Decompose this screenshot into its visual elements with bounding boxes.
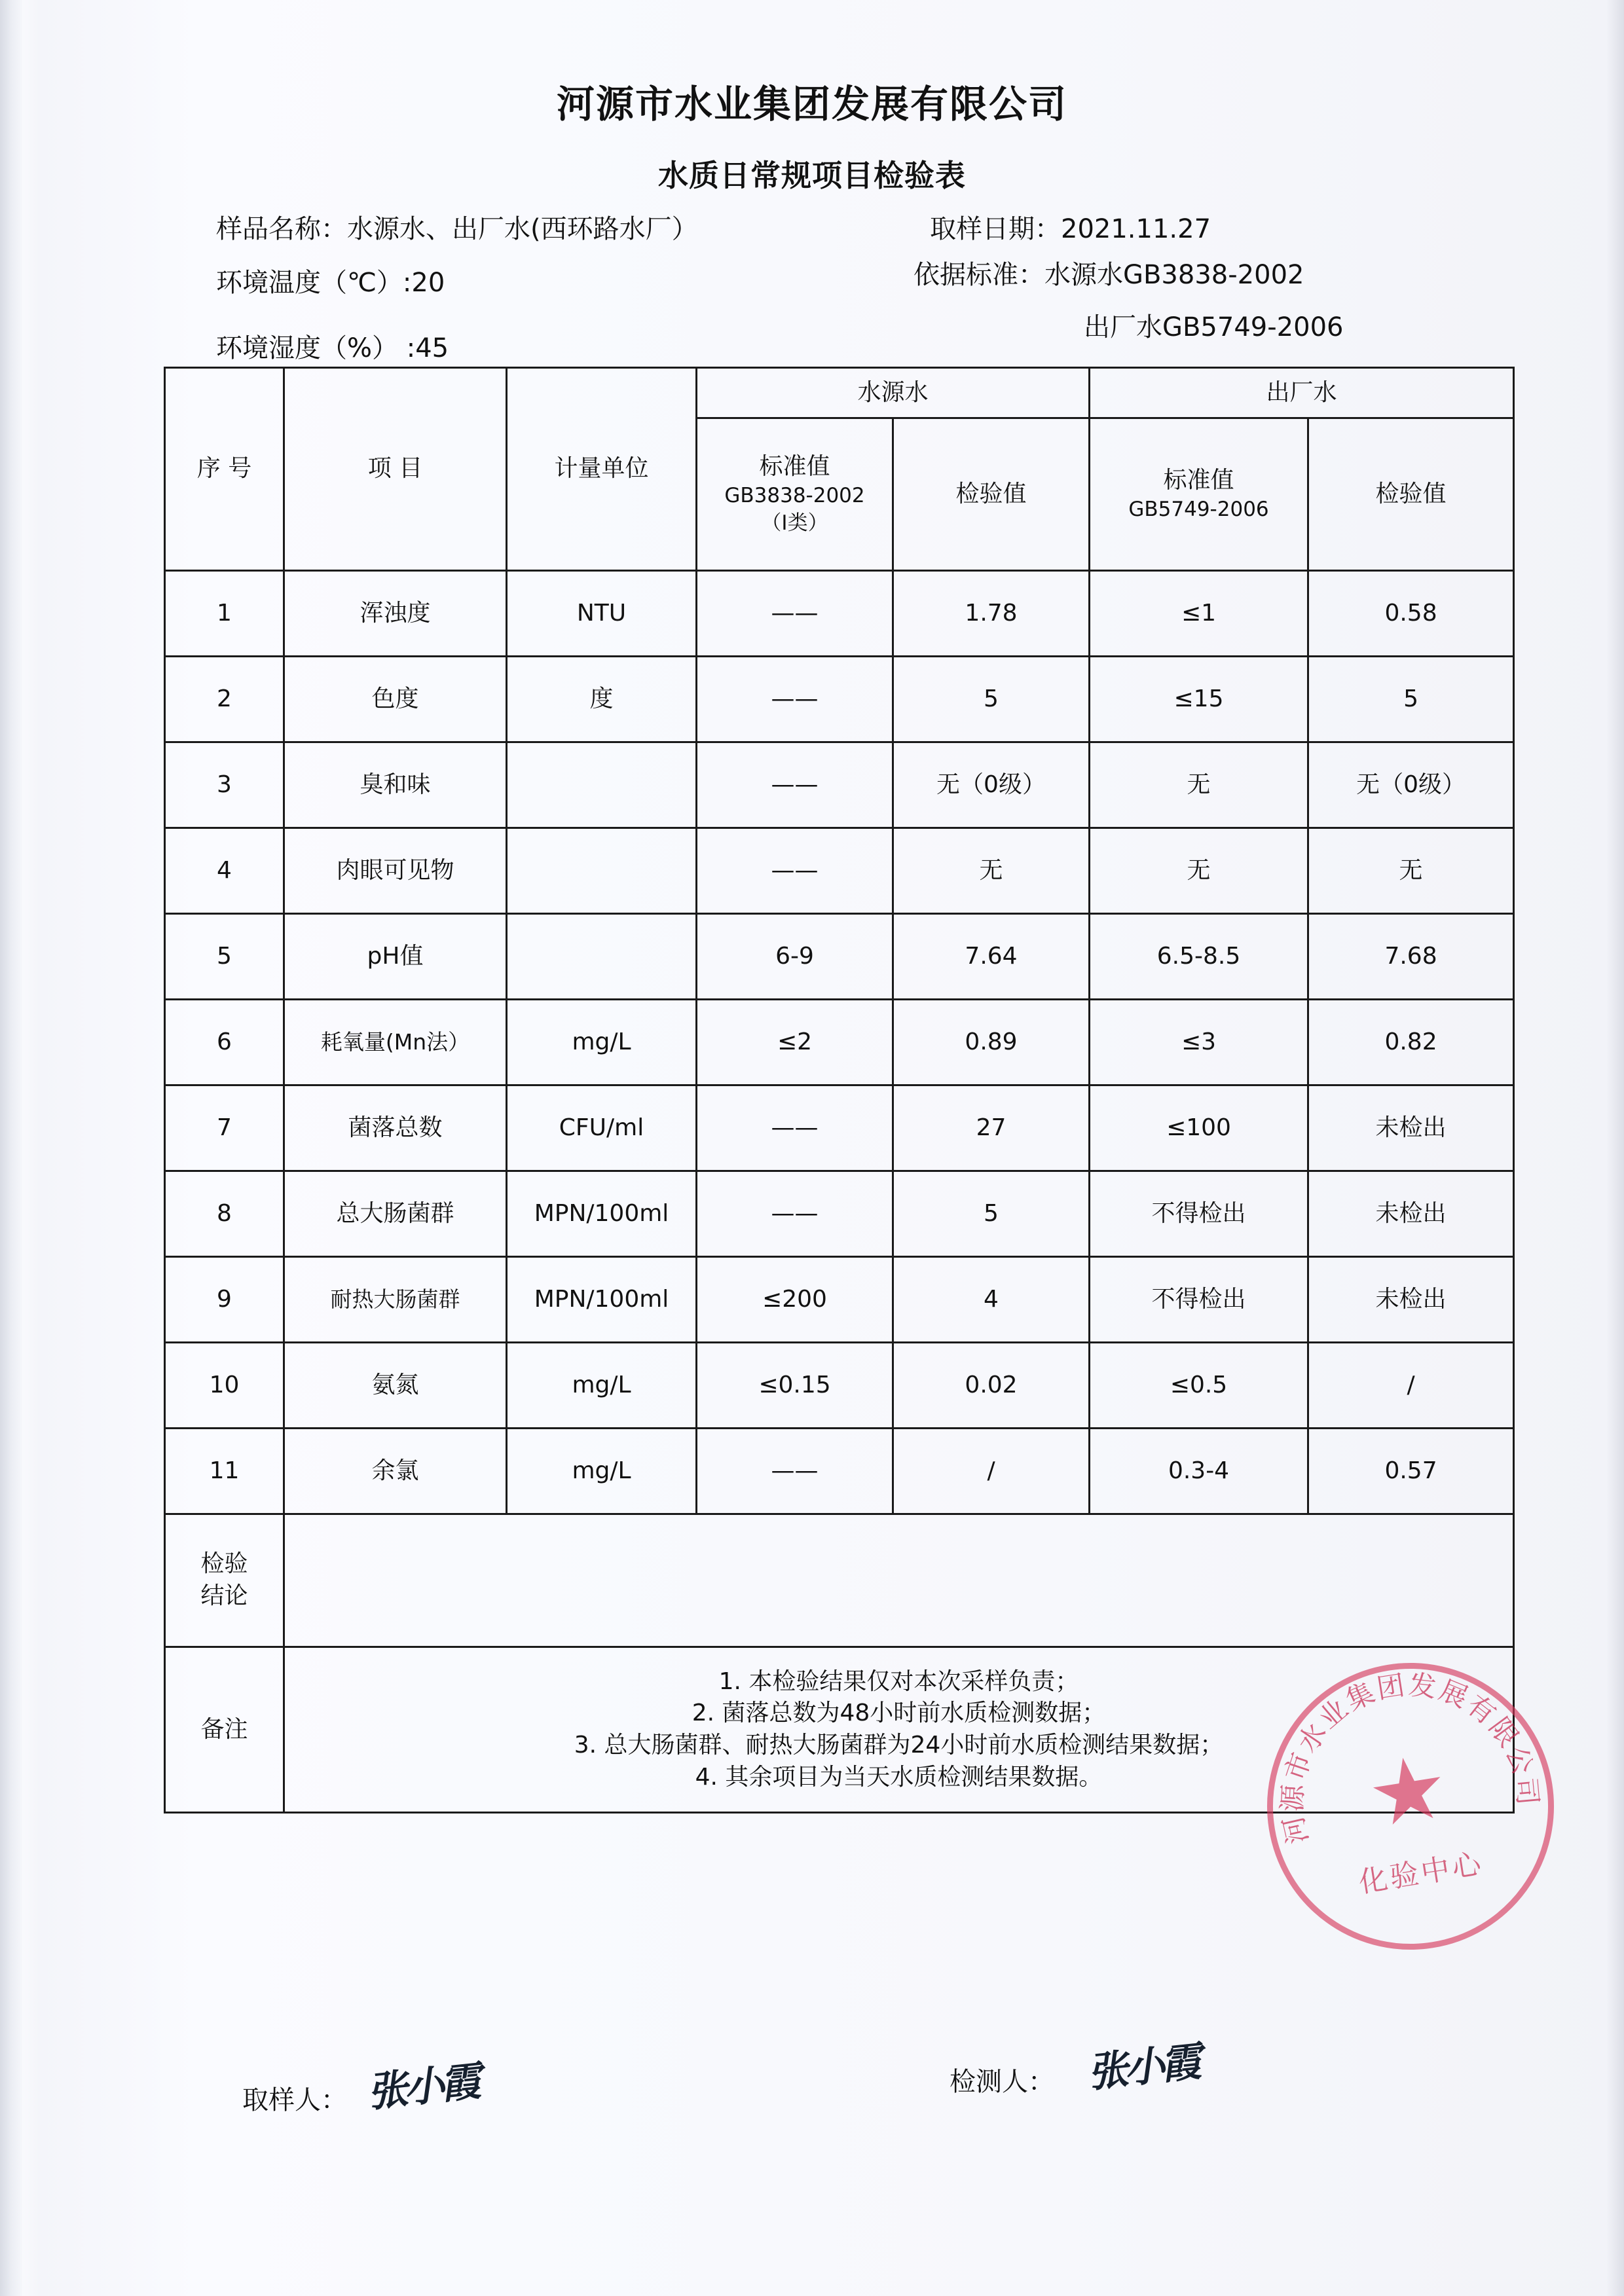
table-group-header-row: [165, 368, 1514, 418]
conclusion-row: [165, 1514, 1514, 1647]
sample-date: 取样日期：2021.11.27: [930, 214, 1211, 244]
table-row: [165, 657, 1514, 742]
cell-no: 8: [165, 1171, 284, 1257]
cell-std-finished: 无: [1090, 742, 1308, 828]
table-row: [165, 1429, 1514, 1514]
seal-company-text: 河源市水业集团发展有限公司: [1276, 1668, 1545, 1848]
cell-no: 11: [165, 1429, 284, 1514]
cell-item: 耐热大肠菌群: [284, 1257, 507, 1343]
cell-value-finished: 0.57: [1308, 1429, 1514, 1514]
cell-unit: mg/L: [507, 1000, 697, 1085]
cell-item: 菌落总数: [284, 1085, 507, 1171]
cell-value-finished: 无（0级）: [1308, 742, 1514, 828]
cell-unit: mg/L: [507, 1429, 697, 1514]
remark-line-3: 3. 总大肠菌群、耐热大肠菌群为24小时前水质检测结果数据；: [574, 1732, 1224, 1758]
group-header-finished-water: 出厂水: [1090, 368, 1514, 418]
environment-humidity: 环境湿度（%） :45: [216, 333, 449, 363]
cell-item: 肉眼可见物: [284, 828, 507, 914]
conclusion-label: [165, 1514, 284, 1647]
cell-unit: [507, 742, 697, 828]
inspection-table-wrapper: [164, 367, 1513, 1813]
sampler-label: 取样人：: [242, 2085, 347, 2115]
cell-value-finished: 无: [1308, 828, 1514, 914]
cell-std-source: ——: [697, 1429, 893, 1514]
remark-line-2: 2. 菌落总数为48小时前水质检测数据；: [692, 1700, 1106, 1727]
cell-value-finished: 未检出: [1308, 1257, 1514, 1343]
table-row: [165, 571, 1514, 657]
cell-value-finished: 0.82: [1308, 1000, 1514, 1085]
std-source-line1: 标准值: [759, 452, 830, 480]
column-header-std-source: [697, 418, 893, 571]
cell-no: 2: [165, 657, 284, 742]
cell-unit: CFU/ml: [507, 1085, 697, 1171]
table-row: [165, 1000, 1514, 1085]
table-row: [165, 1257, 1514, 1343]
table-row: [165, 1343, 1514, 1429]
remark-line-1: 1. 本检验结果仅对本次采样负责；: [718, 1667, 1079, 1695]
cell-value-source: 5: [893, 1171, 1090, 1257]
cell-std-finished: 不得检出: [1090, 1171, 1308, 1257]
cell-no: 3: [165, 742, 284, 828]
sampler-signature: [365, 2054, 479, 2116]
cell-std-source: ≤200: [697, 1257, 893, 1343]
cell-value-finished: 未检出: [1308, 1171, 1514, 1257]
cell-std-source: ≤0.15: [697, 1343, 893, 1429]
cell-value-source: 无（0级）: [893, 742, 1090, 828]
cell-item: 色度: [284, 657, 507, 742]
cell-item: 总大肠菌群: [284, 1171, 507, 1257]
cell-no: 10: [165, 1343, 284, 1429]
std-finished-line2: GB5749-2006: [1128, 498, 1269, 522]
seal-center-text: 化验中心: [1356, 1847, 1486, 1900]
cell-value-source: /: [893, 1429, 1090, 1514]
cell-std-finished: ≤1: [1090, 571, 1308, 657]
cell-std-source: ——: [697, 1171, 893, 1257]
cell-value-finished: /: [1308, 1343, 1514, 1429]
cell-std-source: ——: [697, 571, 893, 657]
cell-unit: 度: [507, 657, 697, 742]
cell-unit: MPN/100ml: [507, 1171, 697, 1257]
column-header-item: 项 目: [284, 368, 507, 571]
sampler-signature-text: 张小霞: [365, 2060, 479, 2116]
cell-unit: NTU: [507, 571, 697, 657]
remark-line-4: 4. 其余项目为当天水质检测结果数据。: [695, 1763, 1103, 1791]
cell-no: 1: [165, 571, 284, 657]
cell-value-source: 5: [893, 657, 1090, 742]
cell-unit: [507, 914, 697, 1000]
cell-no: 6: [165, 1000, 284, 1085]
cell-value-finished: 未检出: [1308, 1085, 1514, 1171]
cell-unit: MPN/100ml: [507, 1257, 697, 1343]
cell-std-source: ≤2: [697, 1000, 893, 1085]
conclusion-value: [284, 1514, 1514, 1647]
cell-unit: [507, 828, 697, 914]
tester-label: 检测人：: [950, 2067, 1054, 2097]
table-row: [165, 1171, 1514, 1257]
cell-unit: mg/L: [507, 1343, 697, 1429]
sample-name: 样品名称：水源水、出厂水(西环路水厂）: [216, 214, 698, 244]
standard-reference-finished: 出厂水GB5749-2006: [1084, 312, 1344, 342]
column-header-unit: 计量单位: [507, 368, 697, 571]
cell-std-finished: 不得检出: [1090, 1257, 1308, 1343]
tester-signature-text: 张小霞: [1085, 2040, 1200, 2096]
document-title: 水质日常规项目检验表: [658, 158, 966, 193]
group-header-source-water: 水源水: [697, 368, 1090, 418]
column-header-no: 序 号: [165, 368, 284, 571]
table-row: [165, 828, 1514, 914]
cell-std-finished: 0.3-4: [1090, 1429, 1308, 1514]
cell-value-source: 0.02: [893, 1343, 1090, 1429]
std-finished-line1: 标准值: [1163, 466, 1234, 494]
cell-no: 5: [165, 914, 284, 1000]
cell-value-source: 0.89: [893, 1000, 1090, 1085]
cell-std-source: ——: [697, 1085, 893, 1171]
cell-value-finished: 0.58: [1308, 571, 1514, 657]
cell-value-source: 1.78: [893, 571, 1090, 657]
table-row: [165, 914, 1514, 1000]
remark-row: [165, 1647, 1514, 1813]
conclusion-label-line2: 结论: [200, 1582, 248, 1609]
cell-std-finished: 6.5-8.5: [1090, 914, 1308, 1000]
cell-std-source: ——: [697, 742, 893, 828]
cell-item: 余氯: [284, 1429, 507, 1514]
tester-signature: [1085, 2035, 1200, 2096]
std-source-line3: （Ⅰ类）: [761, 511, 828, 536]
cell-value-source: 27: [893, 1085, 1090, 1171]
column-header-value-source: 检验值: [893, 418, 1090, 571]
cell-std-finished: ≤100: [1090, 1085, 1308, 1171]
table-row: [165, 1085, 1514, 1171]
cell-no: 7: [165, 1085, 284, 1171]
standard-reference-source: 依据标准：水源水GB3838-2002: [913, 260, 1304, 290]
cell-item: 氨氮: [284, 1343, 507, 1429]
cell-std-finished: ≤0.5: [1090, 1343, 1308, 1429]
cell-value-finished: 5: [1308, 657, 1514, 742]
cell-value-source: 4: [893, 1257, 1090, 1343]
cell-std-source: ——: [697, 828, 893, 914]
inspection-table: [164, 367, 1515, 1813]
cell-item: 浑浊度: [284, 571, 507, 657]
cell-no: 4: [165, 828, 284, 914]
std-source-line2: GB3838-2002: [724, 484, 865, 508]
remark-content: [284, 1647, 1514, 1813]
cell-value-finished: 7.68: [1308, 914, 1514, 1000]
cell-std-source: ——: [697, 657, 893, 742]
cell-std-finished: 无: [1090, 828, 1308, 914]
column-header-value-finished: 检验值: [1308, 418, 1514, 571]
cell-value-source: 无: [893, 828, 1090, 914]
cell-item: 耗氧量(Mn法）: [284, 1000, 507, 1085]
cell-no: 9: [165, 1257, 284, 1343]
table-row: [165, 742, 1514, 828]
company-title: 河源市水业集团发展有限公司: [556, 82, 1067, 126]
cell-item: pH值: [284, 914, 507, 1000]
cell-std-finished: ≤3: [1090, 1000, 1308, 1085]
cell-std-finished: ≤15: [1090, 657, 1308, 742]
cell-std-source: 6-9: [697, 914, 893, 1000]
conclusion-label-line1: 检验: [200, 1550, 248, 1578]
cell-item: 臭和味: [284, 742, 507, 828]
cell-value-source: 7.64: [893, 914, 1090, 1000]
environment-temperature: 环境温度（℃）:20: [216, 268, 445, 298]
column-header-std-finished: [1090, 418, 1308, 571]
remark-label: 备注: [165, 1647, 284, 1813]
